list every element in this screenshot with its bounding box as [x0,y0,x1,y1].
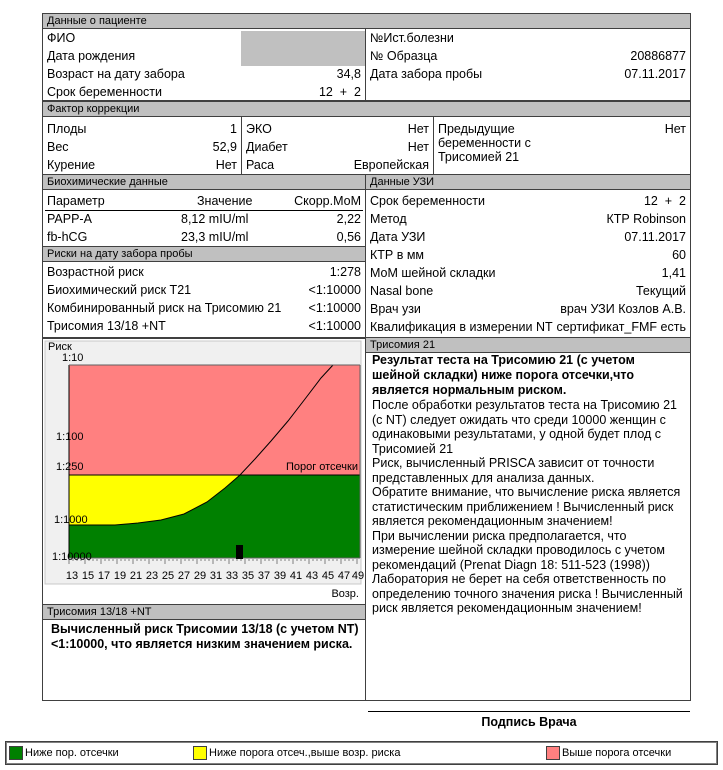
us-row-gestation: Срок беременности 12 + 2 [370,194,686,208]
risk-row-combined-t21: Комбинированный риск на Трисомию 21 <1:10000 [47,301,361,315]
correction-row-ivf: ЭКО Нет [246,122,429,136]
zone-above-cutoff [69,365,360,475]
swatch-green-icon [9,746,23,760]
t1318-panel [42,619,366,701]
y-tick-label: 1:10 [62,352,84,364]
biochem-header-row [47,192,361,210]
t21-paragraph: После обработки результатов теста на Трисомию 21 (с NT) следует ожидать что среди 10000 женщин с одинаковыми результатами, у одной будет плод с Трисомией 21 [372,398,678,456]
patient-row-birthdate: Дата рождения [47,49,136,63]
correction-row-fetuses: Плоды 1 [47,122,237,136]
legend-label: Выше порога отсечки [562,747,672,759]
legend [5,741,718,765]
correction-previous-t21-value: Нет [664,122,686,136]
cell-value: 23,3 mIU/ml [181,230,249,244]
x-tick-label: 37 [257,570,271,582]
x-tick-label: 39 [273,570,287,582]
legend-item-below-cutoff-above-age [193,746,400,762]
risk-row-t1318: Трисомия 13/18 +NT <1:10000 [47,319,361,333]
x-tick-label: 25 [161,570,175,582]
us-row-date: Дата УЗИ 07.11.2017 [370,230,686,244]
us-row-nasal-bone: Nasal bone Текущий [370,284,686,298]
patient-row-gestation: Срок беременности 12 + 2 [47,85,361,99]
cutoff-label: Порог отсечки [285,461,358,473]
correction-row-smoking: Курение Нет [47,158,237,172]
x-axis-title: Возр. [331,588,359,600]
us-row-crl: КТР в мм 60 [370,248,686,262]
patient-row-age: Возраст на дату забора 34,8 [47,67,361,81]
legend-label: Ниже порога отсеч.,выше возр. риска [209,747,401,759]
patient-row-sample-date: Дата забора пробы 07.11.2017 [370,67,686,81]
label-line: беременности с [438,136,531,150]
signature-label: Подпись Врача [481,715,577,729]
column-header: Скорр.МоМ [294,194,361,208]
correction-row-race: Раса Европейская [246,158,429,172]
risks-table [42,261,366,338]
swatch-red-icon [546,746,560,760]
label-line: Предыдущие [438,122,515,136]
x-tick-label: 17 [97,570,111,582]
t21-paragraph: При вычислении риска предполагается, что измерение шейной складки проводилось с учетом рекомендаций (Prenat Diagn 18: 511-523 (1998)) [372,528,665,572]
x-tick-label: 43 [305,570,319,582]
y-tick-label: 1:10000 [52,551,92,563]
x-tick-label: 33 [225,570,239,582]
t21-paragraph: Риск, вычисленный PRISCA зависит от точности представленных для анализа данных. [372,456,655,485]
y-axis-title: Риск [48,341,72,353]
us-row-method: Метод КТР Robinson [370,212,686,226]
x-tick-label: 15 [81,570,95,582]
us-row-nt-mom: МоМ шейной складки 1,41 [370,266,686,280]
y-tick-label: 1:1000 [54,514,88,526]
t21-paragraph: Лаборатория не берет на себя ответственность по определению точного значения риска ! Вычисленный риск является рекомендационным значением! [372,572,683,615]
correction-row-diabetes: Диабет Нет [246,140,429,154]
t21-result: Результат теста на Трисомию 21 (с учетом шейной складки) ниже порога отсечки,что является нормальным риском. [372,353,635,397]
correction-row-weight: Вес 52,9 [47,140,237,154]
cell-mom: 2,22 [336,212,361,226]
x-tick-label: 31 [209,570,223,582]
us-row-qualification: Квалификация в измерении NT сертификат_FMF есть [370,320,686,334]
correction-section-header: Фактор коррекции [42,101,691,117]
patient-section-header: Данные о пациенте [42,13,691,29]
biochem-table [42,189,366,247]
correction-previous-t21-label [438,122,531,164]
signature-line [368,711,690,712]
risk-chart [43,339,365,604]
table-row [47,228,361,246]
legend-item-below-cutoff [9,746,119,762]
cell-param: PAPP-A [47,212,92,226]
legend-item-above-cutoff [546,746,671,762]
column-header: Значение [197,194,253,208]
correction-col2 [241,116,434,175]
y-tick-label: 1:250 [56,461,84,473]
x-tick-label: 45 [321,570,335,582]
risk-chart-panel [42,338,366,605]
patient-marker [236,545,243,559]
column-header: Параметр [47,194,105,208]
biochem-section-header: Биохимические данные [42,174,366,190]
x-tick-label: 27 [177,570,191,582]
correction-col1 [42,116,242,175]
patient-row-sample-number: № Образца 20886877 [370,49,686,63]
x-tick-label: 35 [241,570,255,582]
x-tick-label: 23 [145,570,159,582]
cell-mom: 0,56 [336,230,361,244]
t1318-result: Вычисленный риск Трисомии 13/18 (с учетом NT) <1:10000, что является низким значением риска. [51,622,359,651]
t21-paragraph: Обратите внимание, что вычисление риска является статистическим приближением ! Вычисленный риск является рекомендационным значением! [372,485,681,528]
x-tick-label: 47 [337,570,351,582]
correction-col3 [433,116,691,175]
y-tick-label: 1:100 [56,431,84,443]
x-tick-label: 13 [65,570,79,582]
risk-row-biochem-t21: Биохимический риск Т21 <1:10000 [47,283,361,297]
table-row [47,210,361,228]
x-tick-label: 29 [193,570,207,582]
patient-row-name: ФИО [47,31,76,45]
us-row-doctor: Врач узи врач УЗИ Козлов А.В. [370,302,686,316]
risk-row-age: Возрастной риск 1:278 [47,265,361,279]
patient-left-panel [42,28,366,101]
t1318-section-header: Трисомия 13/18 +NT [42,604,366,620]
t21-text-block [372,353,686,616]
cell-param: fb-hCG [47,230,88,244]
t21-panel [365,352,691,701]
x-tick-label: 21 [129,570,143,582]
patient-right-panel [365,28,691,101]
x-tick-label: 49 [351,570,365,582]
swatch-yellow-icon [193,746,207,760]
cell-value: 8,12 mIU/ml [181,212,249,226]
legend-label: Ниже пор. отсечки [25,747,119,759]
risks-section-header: Риски на дату забора пробы [42,246,366,262]
ultrasound-section-header: Данные УЗИ [365,174,691,190]
label-line: Трисомией 21 [438,150,520,164]
x-tick-label: 19 [113,570,127,582]
x-tick-label: 41 [289,570,303,582]
patient-row-history-number: №Ист.болезни [370,31,454,45]
t21-section-header: Трисомия 21 [365,337,691,353]
ultrasound-table [365,189,691,338]
